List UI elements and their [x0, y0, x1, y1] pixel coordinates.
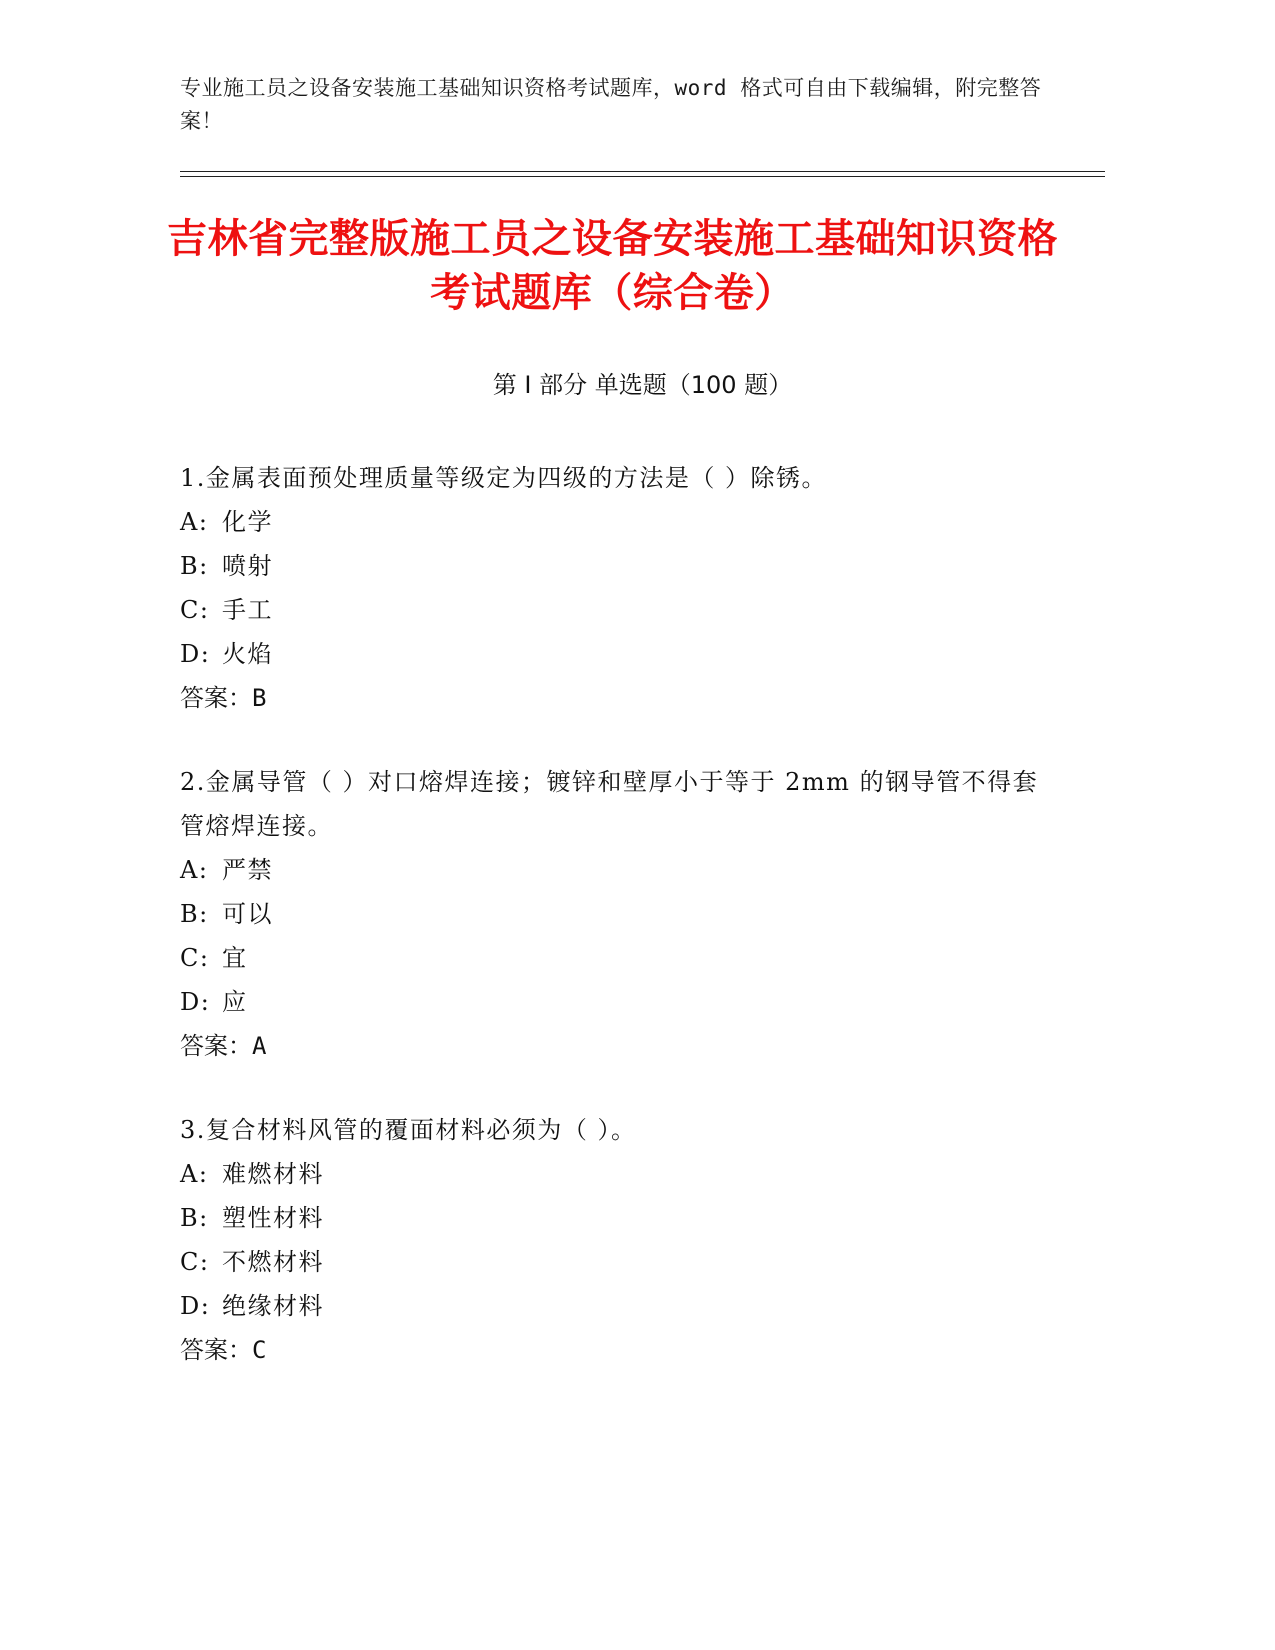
option-key: C:: [180, 944, 210, 972]
option-text: 严禁: [222, 856, 273, 884]
option-text: 宜: [222, 944, 248, 972]
option-text: 应: [222, 988, 248, 1016]
answer-line: [180, 676, 1040, 720]
option-key: C:: [180, 1248, 210, 1276]
header-divider-bottom: [180, 176, 1105, 177]
question-stem: 3.复合材料风管的覆面材料必须为（ ）。: [180, 1116, 637, 1144]
option-key: B:: [180, 900, 209, 928]
option-key: D:: [180, 1292, 211, 1320]
question-2: [180, 760, 1040, 1068]
option-key: B:: [180, 552, 209, 580]
option-key: A:: [180, 856, 209, 884]
option-a: [180, 500, 1040, 544]
question-list: [180, 456, 1040, 1412]
option-b: [180, 544, 1040, 588]
option-text: 喷射: [222, 552, 273, 580]
option-d: [180, 632, 1040, 676]
option-text: 不燃材料: [222, 1248, 324, 1276]
header-note: 专业施工员之设备安装施工基础知识资格考试题库，word 格式可自由下载编辑，附完整答案！: [180, 76, 1042, 133]
answer-line: [180, 1024, 1040, 1068]
option-text: 可以: [222, 900, 273, 928]
option-text: 难燃材料: [222, 1160, 324, 1188]
option-c: [180, 588, 1040, 632]
answer-value: C: [252, 1336, 267, 1364]
header-divider-top: [180, 171, 1105, 172]
question-stem: 1.金属表面预处理质量等级定为四级的方法是（ ）除锈。: [180, 464, 828, 492]
option-text: 化学: [222, 508, 273, 536]
option-b: [180, 1196, 1040, 1240]
option-a: [180, 848, 1040, 892]
question-stem: 2.金属导管（ ）对口熔焊连接；镀锌和壁厚小于等于 2mm 的钢导管不得套管熔焊连接。: [180, 768, 1039, 840]
answer-value: A: [252, 1032, 267, 1060]
answer-label: 答案：: [180, 1032, 252, 1060]
option-c: [180, 1240, 1040, 1284]
option-key: A:: [180, 1160, 209, 1188]
section-title: 第 I 部分 单选题（100 题）: [492, 371, 793, 399]
option-key: D:: [180, 988, 211, 1016]
option-key: D:: [180, 640, 211, 668]
option-key: C:: [180, 596, 210, 624]
answer-line: [180, 1328, 1040, 1372]
option-text: 火焰: [222, 640, 273, 668]
option-text: 绝缘材料: [222, 1292, 324, 1320]
option-b: [180, 892, 1040, 936]
option-text: 手工: [222, 596, 273, 624]
option-text: 塑性材料: [222, 1204, 324, 1232]
question-1: [180, 456, 1040, 720]
option-d: [180, 1284, 1040, 1328]
answer-label: 答案：: [180, 684, 252, 712]
document-title: 吉林省完整版施工员之设备安装施工基础知识资格考试题库（综合卷）: [167, 216, 1058, 316]
option-d: [180, 980, 1040, 1024]
answer-value: B: [252, 684, 267, 712]
option-c: [180, 936, 1040, 980]
option-a: [180, 1152, 1040, 1196]
answer-label: 答案：: [180, 1336, 252, 1364]
question-3: [180, 1108, 1040, 1372]
option-key: B:: [180, 1204, 209, 1232]
option-key: A:: [180, 508, 209, 536]
